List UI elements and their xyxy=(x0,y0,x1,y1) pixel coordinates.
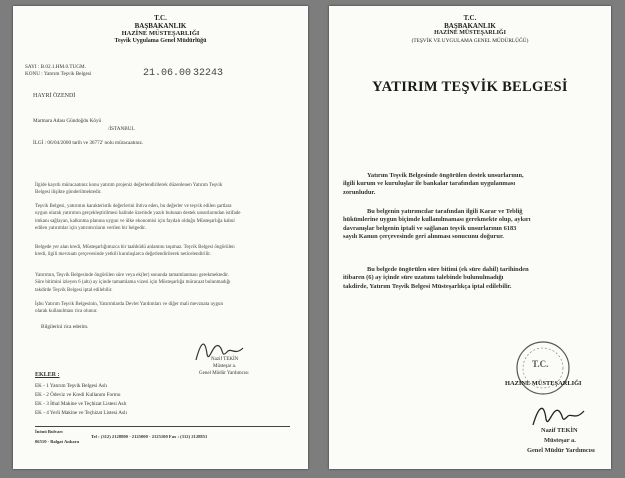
footer-phones: Tel : (312) 2128800 - 2125000 - 2125100 Fax : (312) 2128851 xyxy=(91,434,208,439)
cert-header-undersecretariat: HAZİNE MÜSTEŞARLIĞI xyxy=(434,30,506,36)
cert-signature-name: Nazif TEKİN xyxy=(541,427,578,434)
letterhead-tc: T.C. xyxy=(154,14,167,22)
closing-line: Bilgilerini rica ederim. xyxy=(41,324,89,330)
signature-title1: Müsteşar a. xyxy=(213,364,237,369)
attachment-item: EK - 3 İthal Makine ve Teçhizat Listesi Aslı xyxy=(35,401,127,407)
seal-text: T.C. xyxy=(532,359,549,369)
certificate-page xyxy=(329,6,611,469)
cert-header-directorate: (TEŞVİK VE UYGULAMA GENEL MÜDÜRLÜĞÜ) xyxy=(411,38,529,44)
letterhead-undersecretariat: HAZİNE MÜSTEŞARLIĞI xyxy=(121,30,200,37)
signature-name: Nazif TEKİN xyxy=(211,357,239,362)
signature-title2: Genel Müdür Yardımcısı xyxy=(199,371,249,376)
paragraph-1: İlgide kayıtlı müracaatınız konu yatırım projeniz değerlendirilerek düzenlenen Yatırım Teşvik Belgesi ilişikte gönderilmektedir. xyxy=(35,183,223,196)
ref-konu: KONU : Yatırım Teşvik Belgesi xyxy=(25,71,92,77)
reference-ilgi: İLGİ : 06/04/2000 tarih ve 36772' nolu müracaatınız. xyxy=(33,140,144,146)
stamp-date: 21.06.00 xyxy=(143,68,192,79)
seal-issuer: HAZİNE MÜSTEŞARLIĞI xyxy=(505,380,582,387)
paragraph-4: Yatırımın, Teşvik Belgesinde öngörülen süre veya ek(ler) sonunda tamamlanması gerekmektedir. Süre bitimini izleyen 6 (altı) ay içinde tamamlama vizesi için Müsteşarlığa müracaat bulunmadığı takdirde Teşvik Belgesi iptal edilebilir. xyxy=(35,273,231,293)
cert-header-ministry: BAŞBAKANLIK xyxy=(444,22,496,30)
cert-signature-title1: Müsteşar a. xyxy=(544,437,576,444)
addressee: HAYRİ ÖZENDİ xyxy=(33,93,76,99)
paragraph-5: İşbu Yatırım Teşvik Belgesinin, Yatırımlarda Devlet Yardımları ve diğer mali mevzuata uygun olarak kullanılması rica olunur. xyxy=(35,302,224,315)
footer-divider xyxy=(35,426,290,427)
attachment-item: EK - 4 Yerli Makine ve Teçhizat Listesi Aslı xyxy=(35,410,127,416)
footer-address1: İnönü Bulvarı xyxy=(35,429,63,434)
address-line2: /İSTANBUL xyxy=(108,126,135,132)
letterhead-directorate: Teşvik Uygulama Genel Müdürlüğü xyxy=(114,38,207,44)
address-line1: Marmara Adası Gündoğdu Köyü xyxy=(33,118,102,124)
attachment-item: EK - 2 Ödeviz ve Kredi Kullanım Formu xyxy=(35,392,121,398)
cert-header-tc: T.C. xyxy=(463,14,477,22)
cert-signature-title2: Genel Müdür Yardımcısı xyxy=(527,447,595,454)
certificate-title: YATIRIM TEŞVİK BELGESİ xyxy=(372,79,568,95)
cert-paragraph-2: Bu belgenin yatırımcılar tarafından ilgili Karar ve Tebliğ hükümlerine uygun biçimde kullanılmaması gerekmekte olup, aykırı davranışlar belgenin iptali ve sağlanan teşvik unsurlarının 6183 sayılı Kanun çerçevesinde geri alınması sonucunu doğurur. xyxy=(343,208,531,240)
letterhead-ministry: BAŞBAKANLIK xyxy=(134,22,187,30)
cover-letter-page xyxy=(13,6,308,469)
stamp-number: 32243 xyxy=(193,68,224,79)
paragraph-2: Teşvik Belgesi, yatırımın karakteristik değerlerini ihtiva eden, bu değerler ve teşvik edilen şartlara uygun olarak yatırımın gerçekleştirilmesi halinde üzerinde yazılı bulunan destek unsurlarından istifade imkanı sağlayan, kalkınma planına uygun ve ülke ekonomisi için faydalı olduğu Müsteşarlığa kabul edilen yatırımlar için yatırımcıların verilen bir belgedir. xyxy=(35,204,241,231)
attachments-heading: EKLER : xyxy=(35,372,60,378)
attachment-item: EK - 1 Yatırım Teşvik Belgesi Aslı xyxy=(35,383,108,389)
ref-sayi: SAYI : B.02.1.HM.0.TUGM. xyxy=(25,64,86,70)
paragraph-3: Belgede yer alan kredi, Müsteşarlığımızca bir taahhüdü anlamını taşımaz. Teşvik Belgesi öngörülen kredi, ilgili mevzuatı çerçevesinde yetkili kuruluşlarca değerlendirilerek neticelendirilir. xyxy=(35,245,235,258)
cert-paragraph-3: Bu belgede öngörülen süre bitimi (ek süre dahil) tarihinden itibaren (6) ay içinde süre uzatımı talebinde bulunulmadığı takdirde, Yatırım Teşvik Belgesi Müsteşarlıkça iptal edilebilir. xyxy=(343,266,529,290)
footer-address2: 06510 - Balgat Ankara xyxy=(35,439,80,444)
cert-paragraph-1: Yatırım Teşvik Belgesinde öngörülen destek unsurlarının, ilgili kurum ve kuruluşlar ile bankalar tarafından uygulanması zorunludur. xyxy=(343,172,524,196)
